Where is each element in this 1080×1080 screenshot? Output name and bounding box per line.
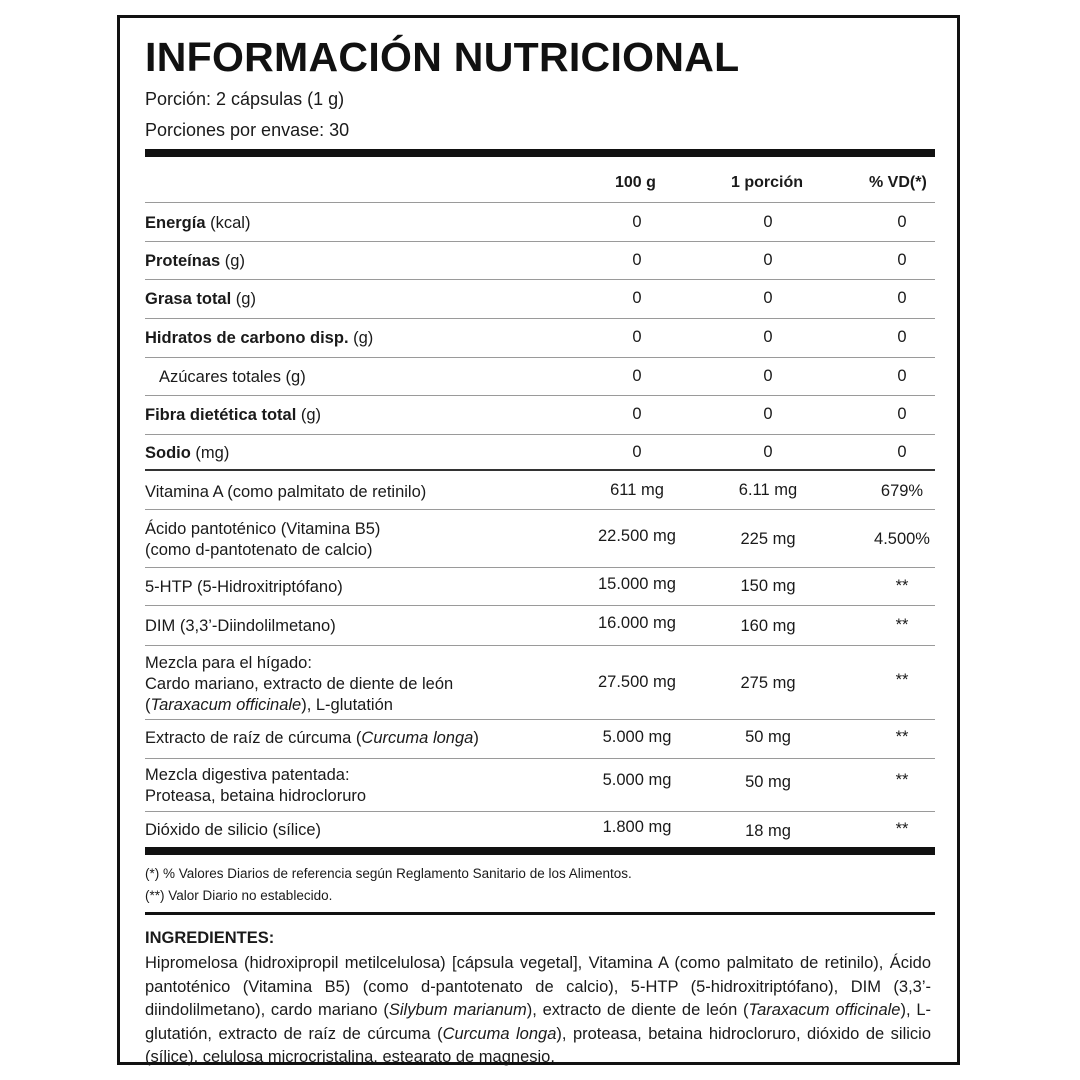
row-label: Sodio (mg) bbox=[145, 444, 230, 462]
row-label: Mezcla para el hígado: Cardo mariano, extracto de diente de león (Taraxacum officinale), L-glutatión bbox=[145, 654, 454, 714]
servings-per-container: Porciones por envase: 30 bbox=[145, 120, 350, 140]
row-label: Fibra dietética total (g) bbox=[145, 406, 322, 424]
value-100g: 0 bbox=[632, 405, 642, 423]
value-portion: 18 mg bbox=[745, 822, 791, 840]
value-portion: 225 mg bbox=[740, 530, 796, 548]
value-portion: 160 mg bbox=[740, 617, 796, 635]
row-label: Grasa total (g) bbox=[145, 290, 256, 308]
column-header-portion: 1 porción bbox=[731, 174, 804, 191]
value-100g: 5.000 mg bbox=[602, 771, 672, 789]
value-vd: 0 bbox=[897, 213, 907, 231]
value-vd: 0 bbox=[897, 443, 907, 461]
table-row bbox=[145, 567, 935, 605]
footnote-vd: (*) % Valores Diarios de referencia según Reglamento Sanitario de los Alimentos. bbox=[145, 866, 632, 881]
value-portion: 50 mg bbox=[745, 773, 791, 791]
value-portion: 150 mg bbox=[740, 577, 796, 595]
value-vd: 0 bbox=[897, 251, 907, 269]
value-vd: 679% bbox=[880, 482, 924, 500]
table-row bbox=[145, 434, 935, 469]
value-vd: ** bbox=[895, 577, 909, 595]
row-label: Azúcares totales (g) bbox=[159, 368, 306, 386]
row-label: DIM (3,3’-Diindolilmetano) bbox=[145, 617, 336, 635]
table-row bbox=[145, 241, 935, 279]
value-100g: 0 bbox=[632, 289, 642, 307]
table-bottom-thick-rule bbox=[145, 847, 935, 855]
table-row bbox=[145, 279, 935, 318]
value-portion: 0 bbox=[763, 443, 773, 461]
value-100g: 611 mg bbox=[610, 481, 664, 499]
table-row bbox=[145, 395, 935, 434]
value-100g: 0 bbox=[632, 213, 642, 231]
value-100g: 16.000 mg bbox=[598, 614, 676, 632]
table-row bbox=[145, 645, 935, 719]
value-100g: 0 bbox=[632, 251, 642, 269]
row-label: 5-HTP (5-Hidroxitriptófano) bbox=[145, 578, 343, 596]
value-100g: 0 bbox=[632, 443, 642, 461]
row-label: Proteínas (g) bbox=[145, 252, 245, 270]
value-100g: 1.800 mg bbox=[602, 818, 672, 836]
value-100g: 5.000 mg bbox=[602, 728, 672, 746]
value-vd: ** bbox=[895, 671, 909, 689]
row-label: Vitamina A (como palmitato de retinilo) bbox=[145, 483, 427, 501]
table-row bbox=[145, 509, 935, 567]
row-label: Extracto de raíz de cúrcuma (Curcuma longa) bbox=[145, 729, 479, 747]
table-row bbox=[145, 318, 935, 357]
ingredients-title: INGREDIENTES: bbox=[145, 929, 275, 947]
table-row bbox=[145, 202, 935, 241]
value-vd: ** bbox=[895, 728, 909, 746]
value-100g: 27.500 mg bbox=[598, 673, 676, 691]
table-row bbox=[145, 469, 935, 509]
table-row bbox=[145, 719, 935, 758]
ingredients-text: Hipromelosa (hidroxipropil metilcelulosa) [cápsula vegetal], Vitamina A (como palmitato de retinilo), Ácido pantoténico (Vitamina B5) (como d-pantotenato de calcio), 5-HTP (5-hidroxitriptófano), DIM (3,3’-diindolilmetano), cardo mariano (Silybum marianum), extracto de diente de león (Taraxacum officinale), L-glutatión, extracto de raíz de cúrcuma (Curcuma longa), proteasa, betaina hidrocloruro, dióxido de silicio (sílice), celulosa microcristalina, estearato de magnesio. bbox=[145, 954, 932, 1066]
column-header-100g: 100 g bbox=[615, 174, 656, 191]
value-vd: 0 bbox=[897, 328, 907, 346]
value-100g: 0 bbox=[632, 367, 642, 385]
table-row bbox=[145, 758, 935, 811]
value-100g: 0 bbox=[632, 328, 642, 346]
serving-size: Porción: 2 cápsulas (1 g) bbox=[145, 89, 345, 109]
value-vd: 0 bbox=[897, 405, 907, 423]
value-portion: 0 bbox=[763, 213, 773, 231]
row-label: Hidratos de carbono disp. (g) bbox=[145, 329, 374, 347]
value-portion: 6.11 mg bbox=[738, 481, 798, 499]
value-portion: 0 bbox=[763, 405, 773, 423]
page-title: INFORMACIÓN NUTRICIONAL bbox=[145, 34, 740, 80]
value-portion: 0 bbox=[763, 251, 773, 269]
value-100g: 22.500 mg bbox=[598, 527, 676, 545]
row-label: Dióxido de silicio (sílice) bbox=[145, 821, 322, 839]
value-vd: 4.500% bbox=[874, 530, 930, 548]
row-label: Energía (kcal) bbox=[145, 214, 251, 232]
value-vd: ** bbox=[895, 820, 909, 838]
value-vd: 0 bbox=[897, 367, 907, 385]
ingredients-rule bbox=[145, 912, 935, 915]
value-portion: 0 bbox=[763, 367, 773, 385]
row-label: Ácido pantoténico (Vitamina B5) (como d-pantotenato de calcio) bbox=[145, 520, 381, 559]
header-thick-rule bbox=[145, 149, 935, 157]
value-vd: 0 bbox=[897, 289, 907, 307]
table-row bbox=[145, 811, 935, 847]
value-vd: ** bbox=[895, 771, 909, 789]
table-row bbox=[145, 605, 935, 645]
row-label: Mezcla digestiva patentada: Proteasa, betaina hidrocloruro bbox=[145, 766, 367, 805]
value-portion: 0 bbox=[763, 289, 773, 307]
value-portion: 0 bbox=[763, 328, 773, 346]
value-portion: 275 mg bbox=[740, 674, 796, 692]
column-header-vd: % VD(*) bbox=[869, 174, 927, 191]
footnote-no-vd: (**) Valor Diario no establecido. bbox=[145, 888, 333, 903]
value-portion: 50 mg bbox=[745, 728, 791, 746]
table-row bbox=[145, 357, 935, 395]
value-100g: 15.000 mg bbox=[598, 575, 676, 593]
value-vd: ** bbox=[895, 616, 909, 634]
